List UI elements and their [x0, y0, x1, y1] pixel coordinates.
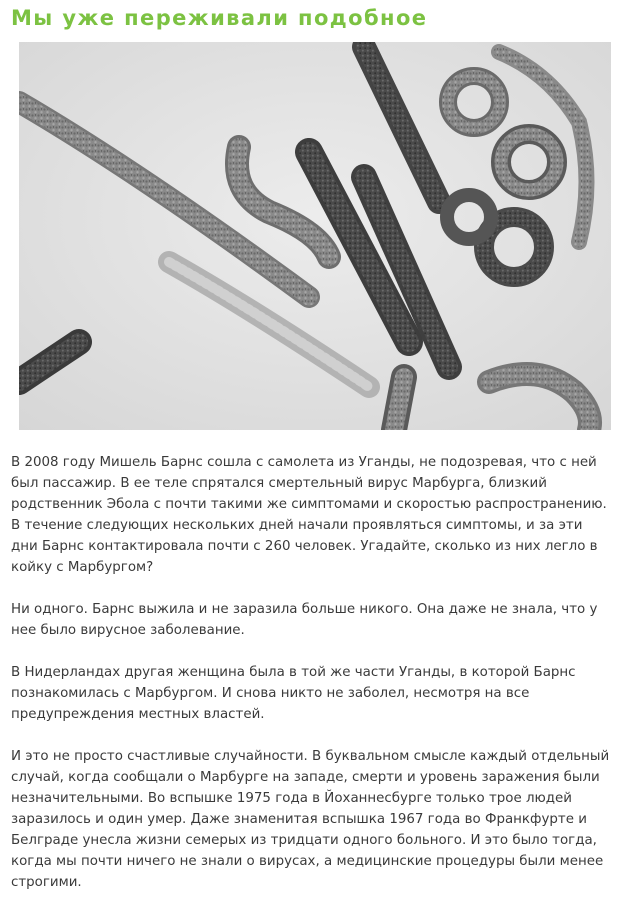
article-paragraph: В 2008 году Мишель Барнс сошла с самолета из Уганды, не подозревая, что с ней был пассажир. В ее теле спрятался смертельный вирус Марбурга, близкий родственник Эбола с почти такими же симптомами и скоростью распространению. В течение следующих нескольких дней начали проявляться симптомы, и за эти дни Барнс контактировала почти с 260 человек. Угадайте, сколько из них легло в койку с Марбургом?	[11, 455, 607, 575]
article-paragraph: И это не просто счастливые случайности. В буквальном смысле каждый отдельный случай, когда сообщали о Марбурге на западе, смерти и уровень заражения были незначительными. Во вспышке 1975 года в Йоханнесбурге только трое людей заразилось и один умер. Даже знаменитая вспышка 1967 года во Франкфурте и Белграде унесла жизни семерых из тридцати одного больного. И это было тогда, когда мы почти ничего не знали о вирусах, а медицинские процедуры были менее строгими.	[11, 749, 610, 890]
virus-micrograph-image	[19, 42, 611, 430]
article-paragraph: Ни одного. Барнс выжила и не заразила больше никого. Она даже не знала, что у нее было вирусное заболевание.	[11, 602, 598, 638]
article-heading: Мы уже переживали подобное	[11, 6, 428, 30]
article-paragraph: В Нидерландах другая женщина была в той же части Уганды, в которой Барнс познакомилась с Марбургом. И снова никто не заболел, несмотря на все предупреждения местных властей.	[11, 665, 576, 722]
article-body	[11, 452, 611, 914]
